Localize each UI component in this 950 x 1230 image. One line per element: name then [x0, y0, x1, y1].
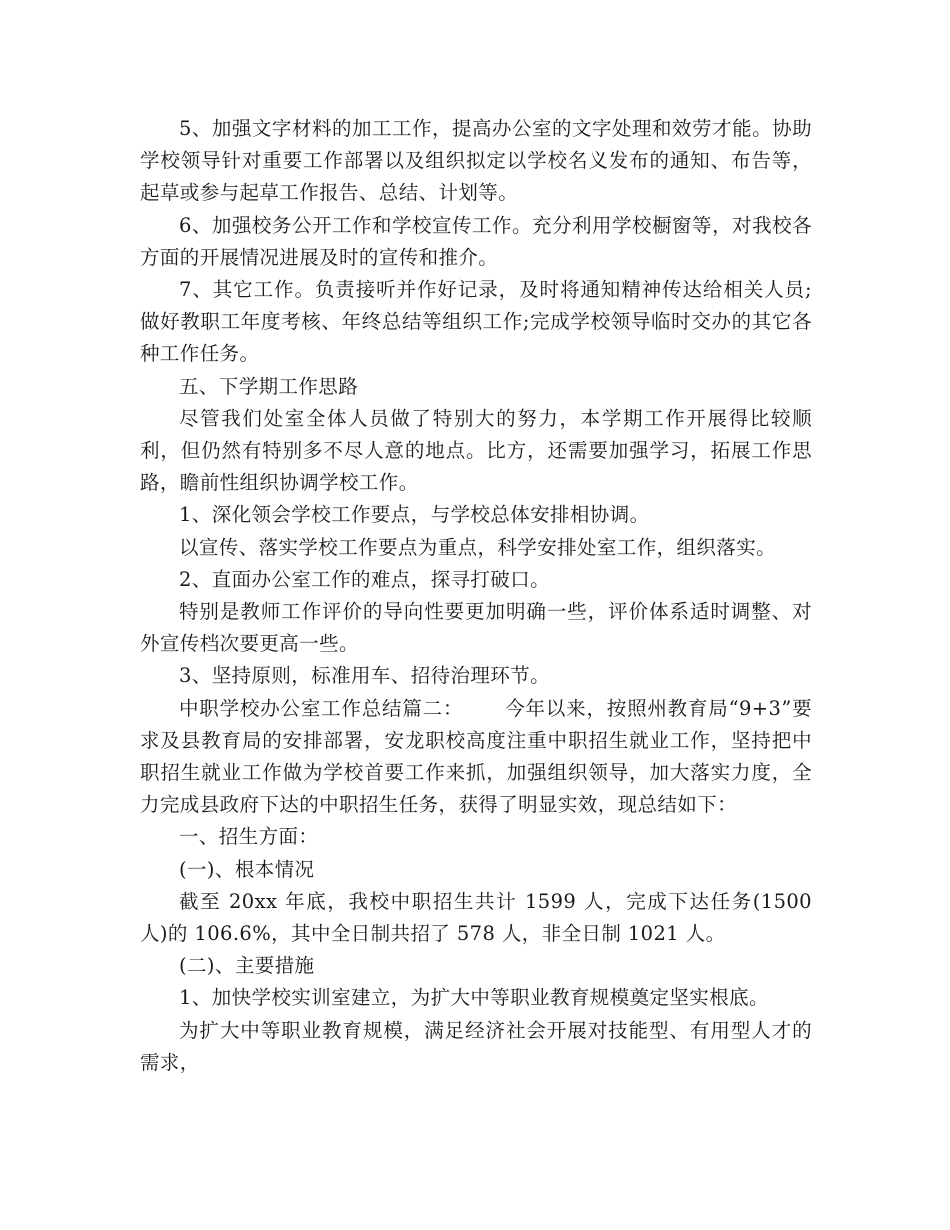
paragraph-point-2-detail: 特别是教师工作评价的导向性要更加明确一些，评价体系适时调整、对外宣传档次要更高一些。: [140, 600, 812, 656]
paragraph-point-1: 1、深化领会学校工作要点，与学校总体安排相协调。: [179, 503, 650, 527]
subheading-main-measures: (二)、主要措施: [179, 954, 315, 978]
paragraph-item-7: 7、其它工作。负责接听并作好记录，及时将通知精神传达给相关人员;做好教职工年度考核、年终总结等组织工作;完成学校领导临时交办的其它各种工作任务。: [140, 278, 812, 366]
paragraph-next-term-intro: 尽管我们处室全体人员做了特别大的努力，本学期工作开展得比较顺利，但仍然有特别多不尽人意的地点。比方，还需要加强学习，拓展工作思路，瞻前性组织协调学校工作。: [140, 406, 812, 495]
paragraph-summary-part-two: 中职学校办公室工作总结篇二： 今年以来，按照州教育局“9+3”要求及县教育局的安排部署，安龙职校高度注重中职招生就业工作，坚持把中职招生就业工作做为学校首要工作来抓，加强组织领导，加大落实力度，全力完成县政府下达的中职招生任务，获得了明显实效，现总结如下：: [140, 696, 812, 817]
paragraph-measure-1-detail: 为扩大中等职业教育规模，满足经济社会开展对技能型、有用型人才的需求，: [140, 1018, 812, 1074]
section-heading-next-term: 五、下学期工作思路: [179, 374, 359, 398]
paragraph-item-6: 6、加强校务公开工作和学校宣传工作。充分利用学校橱窗等，对我校各方面的开展情况进展及时的宣传和推介。: [140, 213, 812, 269]
document-body: [140, 113, 819, 1079]
paragraph-enrollment-stats: 截至 20xx 年底，我校中职招生共计 1599 人，完成下达任务(1500 人)的 106.6%，其中全日制共招了 578 人，非全日制 1021 人。: [140, 889, 819, 946]
paragraph-point-2: 2、直面办公室工作的难点，探寻打破口。: [179, 567, 551, 591]
paragraph-point-1-detail: 以宣传、落实学校工作要点为重点，科学安排处室工作，组织落实。: [179, 535, 777, 559]
subheading-basic-situation: (一)、根本情况: [179, 857, 315, 881]
section-heading-enrollment: 一、招生方面：: [179, 825, 319, 849]
paragraph-item-5: 5、加强文字材料的加工工作，提高办公室的文字处理和效劳才能。协助学校领导针对重要工作部署以及组织拟定以学校名义发布的通知、布告等，起草或参与起草工作报告、总结、计划等。: [140, 117, 812, 205]
paragraph-measure-1: 1、加快学校实训室建立，为扩大中等职业教育规模奠定坚实根底。: [179, 986, 769, 1010]
paragraph-point-3: 3、坚持原则，标准用车、招待治理环节。: [179, 664, 551, 688]
